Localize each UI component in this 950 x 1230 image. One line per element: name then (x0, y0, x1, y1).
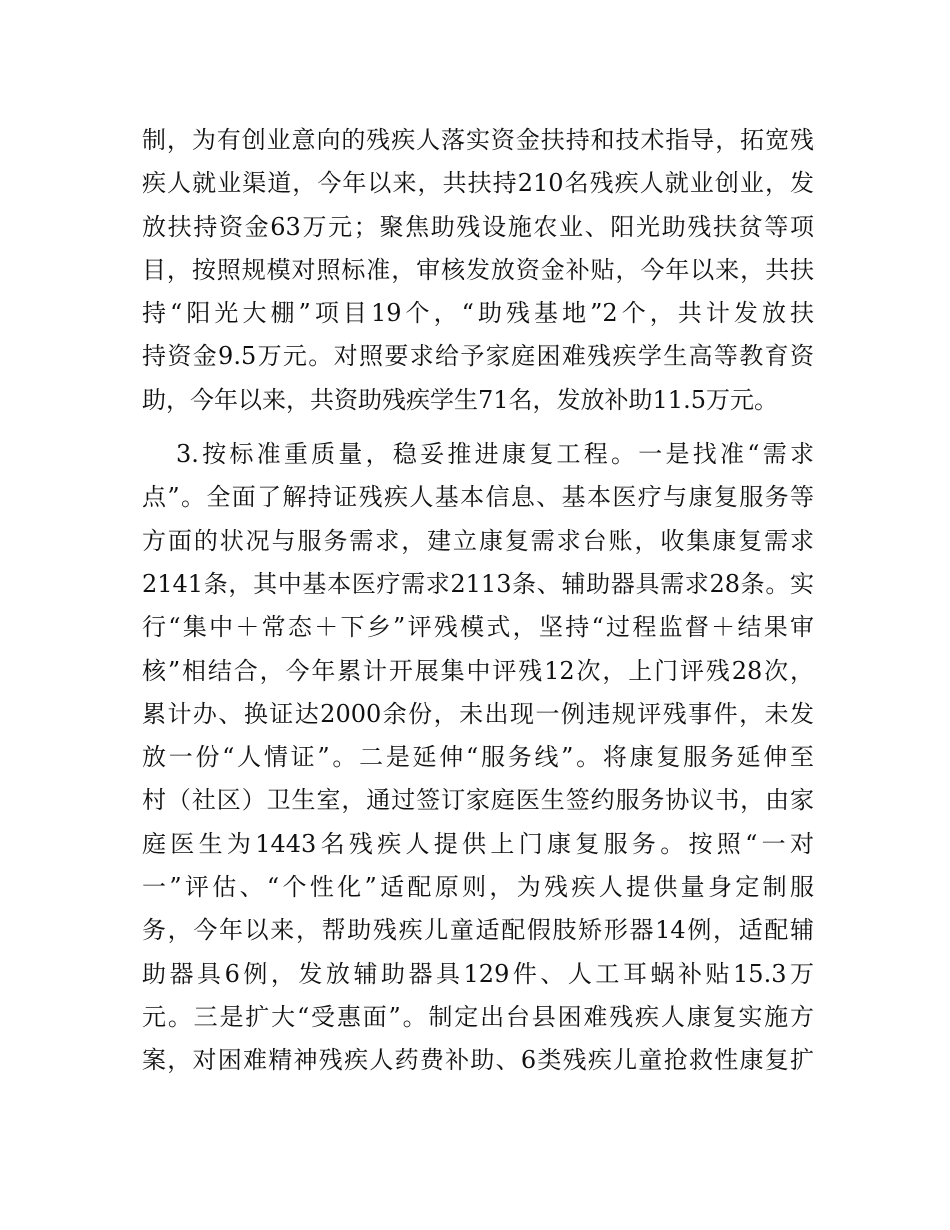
body-text (142, 119, 814, 1083)
text-line: 持资金9.5万元。对照要求给予家庭困难残疾学生高等教育资 (142, 342, 814, 371)
paragraph-1 (142, 119, 814, 422)
text-line: 助，今年以来，共资助残疾学生71名，发放补助11.5万元。 (142, 385, 778, 414)
text-line: 持“阳光大棚”项目19个，“助残基地”2个，共计发放扶 (142, 299, 814, 328)
text-line: 3.按标准重质量，稳妥推进康复工程。一是找准“需求 (176, 440, 814, 469)
text-line: 核”相结合，今年累计开展集中评残12次，上门评残28次， (142, 656, 814, 685)
text-line: 2141条，其中基本医疗需求2113条、辅助器具需求28条。实 (142, 569, 814, 598)
text-line: 制，为有创业意向的残疾人落实资金扶持和技术指导，拓宽残 (142, 126, 814, 154)
text-line: 一”评估、“个性化”适配原则，为残疾人提供量身定制服 (142, 873, 814, 902)
paragraph-spacer (142, 422, 814, 433)
text-line: 累计办、换证达2000余份，未出现一例违规评残事件，未发 (142, 699, 814, 728)
paragraph-2 (142, 433, 814, 1082)
text-line: 目，按照规模对照标准，审核发放资金补贴，今年以来，共扶 (142, 255, 814, 284)
text-line: 方面的状况与服务需求，建立康复需求台账，收集康复需求 (142, 526, 814, 555)
text-line: 村（社区）卫生室，通过签订家庭医生签约服务协议书，由家 (142, 786, 814, 815)
text-line: 务，今年以来，帮助残疾儿童适配假肢矫形器14例，适配辅 (142, 916, 814, 945)
text-line: 元。三是扩大“受惠面”。制定出台县困难残疾人康复实施方 (142, 1002, 814, 1031)
text-line: 案，对困难精神残疾人药费补助、6类残疾儿童抢救性康复扩 (142, 1046, 814, 1075)
text-line: 助器具6例，发放辅助器具129件、人工耳蜗补贴15.3万 (142, 959, 814, 988)
text-line: 疾人就业渠道，今年以来，共扶持210名残疾人就业创业，发 (142, 169, 814, 198)
text-line: 行“集中＋常态＋下乡”评残模式，坚持“过程监督＋结果审 (142, 613, 814, 642)
text-line: 庭医生为1443名残疾人提供上门康复服务。按照“一对 (142, 829, 814, 858)
text-line: 放一份“人情证”。二是延伸“服务线”。将康复服务延伸至 (142, 743, 814, 772)
text-line: 放扶持资金63万元；聚焦助残设施农业、阳光助残扶贫等项 (142, 212, 814, 241)
text-line: 点”。全面了解持证残疾人基本信息、基本医疗与康复服务等 (142, 483, 814, 512)
